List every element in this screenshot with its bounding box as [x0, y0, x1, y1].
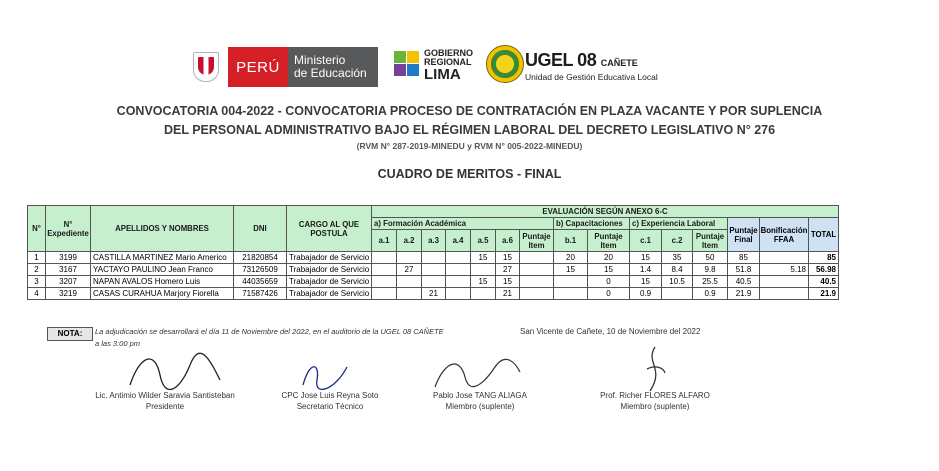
cell-dni: 44035659: [234, 276, 287, 288]
cell-a5: 15: [471, 252, 496, 264]
cell-name: YACTAYO PAULINO Jean Franco: [91, 264, 234, 276]
cell-cargo: Trabajador de Servicio: [287, 288, 372, 300]
signature-block-3: [425, 391, 535, 411]
gobierno-lima-logo: [424, 49, 473, 82]
cell-total: 85: [809, 252, 839, 264]
cell-c2: 10.5: [662, 276, 693, 288]
cell-bon: 5.18: [760, 264, 809, 276]
nota-hour: a las 3:00 pm: [95, 339, 141, 348]
signature-name: Lic. Antimio Wilder Saravia Santisteban: [95, 391, 235, 400]
minedu-label-2: de Educación: [294, 66, 367, 80]
col-dni: DNI: [234, 206, 287, 252]
minedu-label-1: Ministerio: [294, 53, 346, 67]
cell-a6: 15: [496, 252, 520, 264]
cell-b1: 15: [554, 264, 588, 276]
cell-n: 3: [28, 276, 46, 288]
title-legal-reference: (RVM N° 287-2019-MINEDU y RVM N° 005-2022-MINEDU): [356, 141, 583, 151]
signature-block-2: [270, 391, 390, 411]
cell-a5: 15: [471, 276, 496, 288]
col-puntaje-final: Puntaje Final: [728, 218, 760, 252]
col-n: N°: [28, 206, 46, 252]
cell-pb: 15: [588, 264, 630, 276]
table-header-row-1: [28, 206, 839, 218]
cell-a4: [446, 252, 471, 264]
sub-b1: b.1: [554, 230, 588, 252]
cell-a2: [397, 252, 422, 264]
cell-c1: 15: [630, 276, 662, 288]
title-line-1: CONVOCATORIA 004-2022 - CONVOCATORIA PROCESO DE CONTRATACIÓN EN PLAZA VACANTE Y POR SUPLENCIA: [116, 104, 823, 118]
cell-a4: [446, 276, 471, 288]
signature-scribble-2: [295, 355, 355, 395]
nota-text: La adjudicación se desarrollará el día 11 de Noviembre del 2022, en el auditorio de la UGEL 08 CAÑETE: [95, 327, 444, 336]
cell-c1: 1.4: [630, 264, 662, 276]
cell-a1: [372, 288, 397, 300]
ugel-logo: [525, 50, 638, 71]
cell-cargo: Trabajador de Servicio: [287, 252, 372, 264]
lima-label: LIMA: [424, 66, 461, 83]
cell-name: CASTILLA MARTINEZ Mario Americo: [91, 252, 234, 264]
cell-total: 56.98: [809, 264, 839, 276]
cell-pb: 0: [588, 276, 630, 288]
sub-a2: a.2: [397, 230, 422, 252]
peru-logo: [228, 47, 288, 87]
sub-a5: a.5: [471, 230, 496, 252]
cell-bon: [760, 276, 809, 288]
cell-pc: 25.5: [693, 276, 728, 288]
cell-n: 2: [28, 264, 46, 276]
cell-pa: [520, 264, 554, 276]
col-eval: EVALUACIÓN SEGÚN ANEXO 6-C: [372, 206, 839, 218]
sub-c2: c.2: [662, 230, 693, 252]
minedu-logo: [288, 47, 378, 87]
cell-a4: [446, 264, 471, 276]
ugel-subtitle: Unidad de Gestión Educativa Local: [525, 72, 658, 82]
cell-cargo: Trabajador de Servicio: [287, 276, 372, 288]
cell-a1: [372, 252, 397, 264]
cell-dni: 71587426: [234, 288, 287, 300]
sub-puntaje-a: Puntaje Item: [520, 230, 554, 252]
cell-c2: 35: [662, 252, 693, 264]
sub-a6: a.6: [496, 230, 520, 252]
signature-role: Secretario Técnico: [296, 402, 364, 411]
merit-table: [27, 205, 839, 300]
cell-a3: 21: [422, 288, 446, 300]
regional-label: REGIONAL: [424, 57, 472, 67]
cell-a3: [422, 252, 446, 264]
cell-a5: [471, 288, 496, 300]
cell-a1: [372, 264, 397, 276]
sub-puntaje-b: Puntaje Item: [588, 230, 630, 252]
gobierno-lima-icon: [392, 49, 422, 79]
cell-a6: 21: [496, 288, 520, 300]
cell-dni: 73126509: [234, 264, 287, 276]
cell-a3: [422, 264, 446, 276]
place-date: San Vicente de Cañete, 10 de Noviembre del 2022: [520, 327, 701, 336]
signature-scribble-1: [120, 345, 230, 395]
cell-bon: [760, 288, 809, 300]
col-cargo: CARGO AL QUE POSTULA: [287, 206, 372, 252]
cell-pa: [520, 252, 554, 264]
table-row: [28, 288, 839, 300]
signature-name: Pablo Jose TANG ALIAGA: [433, 391, 527, 400]
cell-c2: 8.4: [662, 264, 693, 276]
cell-exp: 3167: [46, 264, 91, 276]
group-c: c) Experiencia Laboral: [630, 218, 728, 230]
sub-c1: c.1: [630, 230, 662, 252]
cell-a3: [422, 276, 446, 288]
cell-pc: 50: [693, 252, 728, 264]
cell-n: 1: [28, 252, 46, 264]
cell-a6: 27: [496, 264, 520, 276]
cell-pf: 21.9: [728, 288, 760, 300]
cell-a1: [372, 276, 397, 288]
signature-role: Miembro (suplente): [620, 402, 690, 411]
cell-pc: 0.9: [693, 288, 728, 300]
cell-a2: 27: [397, 264, 422, 276]
col-names: APELLIDOS Y NOMBRES: [91, 206, 234, 252]
ugel-seal-icon: [486, 45, 524, 83]
sub-a3: a.3: [422, 230, 446, 252]
cell-pb: 20: [588, 252, 630, 264]
cell-cargo: Trabajador de Servicio: [287, 264, 372, 276]
cell-pf: 85: [728, 252, 760, 264]
signature-role: Presidente: [145, 402, 185, 411]
peru-shield-icon: [193, 52, 219, 82]
sub-a1: a.1: [372, 230, 397, 252]
cell-dni: 21820854: [234, 252, 287, 264]
signature-name: CPC Jose Luis Reyna Soto: [281, 391, 379, 400]
cell-a2: [397, 276, 422, 288]
cell-a6: 15: [496, 276, 520, 288]
cell-pa: [520, 288, 554, 300]
cell-c1: 15: [630, 252, 662, 264]
sub-a4: a.4: [446, 230, 471, 252]
cell-exp: 3199: [46, 252, 91, 264]
cell-pc: 9.8: [693, 264, 728, 276]
table-row: [28, 276, 839, 288]
cell-n: 4: [28, 288, 46, 300]
cell-b1: [554, 276, 588, 288]
cell-pf: 51.8: [728, 264, 760, 276]
cell-pf: 40.5: [728, 276, 760, 288]
cell-total: 21.9: [809, 288, 839, 300]
signature-name: Prof. Richer FLORES ALFARO: [600, 391, 710, 400]
col-bonificacion: Bonificación FFAA: [760, 218, 809, 252]
table-row: [28, 264, 839, 276]
cell-c1: 0.9: [630, 288, 662, 300]
cell-exp: 3219: [46, 288, 91, 300]
signature-scribble-4: [635, 343, 675, 395]
cell-total: 40.5: [809, 276, 839, 288]
cell-a5: [471, 264, 496, 276]
peru-label: PERÚ: [236, 58, 280, 76]
cell-pb: 0: [588, 288, 630, 300]
cell-name: NAPAN AVALOS Homero Luis: [91, 276, 234, 288]
cell-exp: 3207: [46, 276, 91, 288]
sub-puntaje-c: Puntaje Item: [693, 230, 728, 252]
cell-pa: [520, 276, 554, 288]
cell-a4: [446, 288, 471, 300]
cuadro-title: CUADRO DE MERITOS - FINAL: [377, 167, 562, 181]
signature-role: Miembro (suplente): [445, 402, 515, 411]
cell-b1: 20: [554, 252, 588, 264]
cell-a2: [397, 288, 422, 300]
gobierno-label: GOBIERNO: [424, 48, 474, 58]
cell-name: CASAS CURAHUA Marjory Fiorella: [91, 288, 234, 300]
cell-bon: [760, 252, 809, 264]
nota-label: NOTA:: [47, 327, 93, 341]
group-a: a) Formación Académica: [372, 218, 554, 230]
table-row: [28, 252, 839, 264]
ugel-canete: CAÑETE: [600, 58, 638, 68]
col-total: TOTAL: [809, 218, 839, 252]
signature-scribble-3: [430, 352, 525, 394]
group-b: b) Capacitaciones: [554, 218, 630, 230]
col-expediente: N° Expediente: [46, 206, 91, 252]
cell-c2: [662, 288, 693, 300]
title-line-2: DEL PERSONAL ADMINISTRATIVO BAJO EL RÉGIMEN LABORAL DEL DECRETO LEGISLATIVO N° 276: [163, 123, 776, 137]
ugel-title: UGEL 08: [525, 50, 597, 70]
signature-block-4: [590, 391, 720, 411]
cell-b1: [554, 288, 588, 300]
signature-block-1: [85, 391, 245, 411]
